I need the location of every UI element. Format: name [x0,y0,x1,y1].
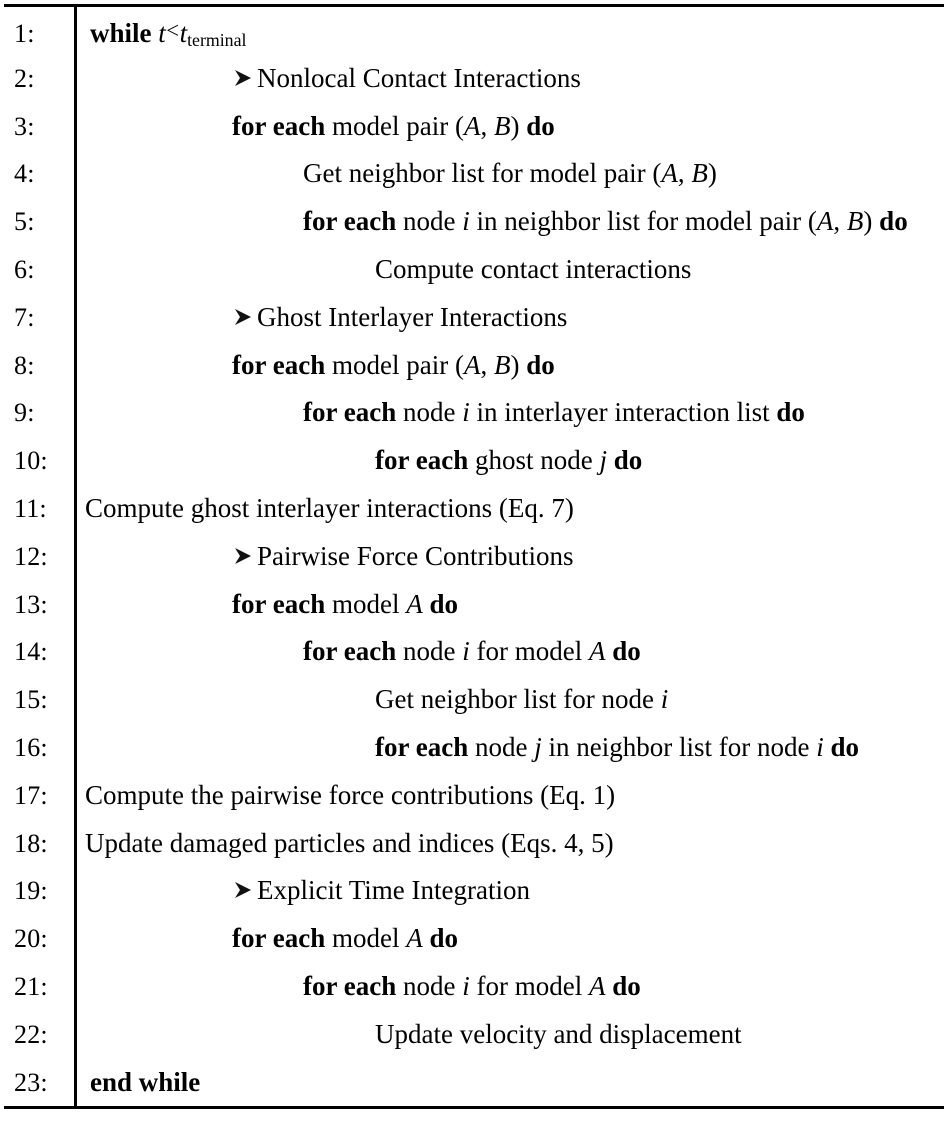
algorithm-line-row [0,246,950,294]
code-segment: end while [90,1066,201,1097]
code-segment: ghost node [474,445,600,476]
code-segment: A [406,923,423,954]
line-number: 13: [14,589,48,619]
arrowhead-bullet-icon [232,68,257,91]
line-code [74,246,950,294]
line-code [74,772,950,820]
line-number: 6: [14,254,35,284]
algorithm-line-row [0,915,950,963]
line-number: 16: [14,732,48,762]
code-segment: while [90,17,159,48]
code-segment: i [660,684,669,715]
algorithm-line-row [0,533,950,581]
code-segment: A [588,636,606,667]
code-segment: model pair ( [331,349,464,380]
algorithm-line-row [0,294,950,342]
code-segment: for each [303,397,403,428]
line-number: 20: [14,924,48,954]
algorithm-line-row [0,772,950,820]
line-number: 17: [14,780,48,810]
code-segment: Get neighbor list for node [375,684,661,715]
line-code [74,342,950,390]
algorithm-line-row [0,820,950,868]
code-segment: A [588,970,606,1001]
line-code [74,103,950,151]
code-segment: A [463,110,481,141]
line-number: 7: [14,302,35,332]
code-segment: ) [707,158,717,189]
algorithm-line-row [0,437,950,485]
code-segment: i [462,636,470,667]
line-code [74,437,950,485]
algorithm-line-row [0,198,950,246]
line-code [74,581,950,629]
code-segment: do [613,445,643,476]
code-segment: i [462,970,470,1001]
code-segment: for model [469,636,589,667]
code-segment: do [526,349,555,380]
line-number-gutter-divider [74,7,77,1106]
code-segment: for each [232,923,332,954]
line-code [74,1011,950,1059]
algorithm-rows-container [0,7,950,1106]
algorithm-line-row [0,963,950,1011]
line-code [74,294,950,342]
code-segment: for each [232,349,332,380]
line-code [74,628,950,676]
line-code [74,676,950,724]
algorithm-line-row [0,150,950,198]
algorithm-line-row [0,628,950,676]
algorithm-line-row [0,1011,950,1059]
line-code [74,1059,950,1107]
bottom-horizontal-rule [4,1106,944,1109]
algorithm-line-row [0,7,950,55]
code-segment [607,445,614,475]
code-segment: terminal [187,29,247,50]
algorithm-line-row [0,55,950,103]
code-segment: node [402,206,463,237]
code-segment: Nonlocal Contact Interactions [257,62,581,93]
code-segment: , [480,110,494,141]
line-code [74,150,950,198]
code-segment: B [691,158,708,189]
code-segment: j [599,445,607,476]
code-segment: for each [375,731,475,762]
algorithm-line-row [0,1059,950,1107]
algorithm-line-row [0,581,950,629]
line-code [74,533,950,581]
algorithm-line-row [0,724,950,772]
line-number: 4: [14,159,35,189]
code-segment: i [462,397,470,428]
code-segment: for model [469,970,589,1001]
code-segment: A [661,158,678,189]
code-segment: for each [303,206,403,237]
line-number: 1: [14,18,35,48]
line-code [74,963,950,1011]
arrowhead-bullet-icon [232,880,257,903]
code-segment: Compute the pairwise force contributions (Eq. 1) [85,779,616,810]
line-number: 19: [14,876,48,906]
code-segment: for each [303,970,403,1001]
line-number: 10: [14,446,48,476]
code-segment: do [429,588,459,619]
line-number: 3: [14,111,35,141]
code-segment: ) [510,110,527,141]
line-number: 18: [14,828,48,858]
code-segment: do [776,397,805,428]
code-segment: , [677,158,692,189]
code-segment: A [816,206,834,237]
code-segment: do [429,923,459,954]
code-segment: ) [510,349,527,380]
code-segment: i [462,206,470,237]
line-number: 23: [14,1067,48,1097]
line-number: 14: [14,637,48,667]
code-segment: i [816,731,824,762]
code-segment: Explicit Time Integration [257,875,530,906]
line-code [74,915,950,963]
code-segment: B [846,206,864,237]
line-number: 9: [14,398,35,428]
code-segment: Pairwise Force Contributions [257,540,574,571]
line-code [74,198,950,246]
code-segment: node [474,731,535,762]
code-segment: , [833,206,847,237]
code-segment: Get neighbor list for model pair ( [303,158,662,189]
algorithm-line-row [0,342,950,390]
line-number: 11: [14,493,47,523]
line-number: 5: [14,207,35,237]
code-segment: do [612,636,641,667]
code-segment: for each [375,445,475,476]
code-segment: t [179,17,188,48]
algorithm-line-row [0,389,950,437]
code-segment: for each [232,110,332,141]
code-segment: node [402,397,463,428]
code-segment: in neighbor list for node [541,731,817,762]
code-segment: Ghost Interlayer Interactions [257,301,568,332]
code-segment: node [402,970,463,1001]
code-segment: A [463,349,481,380]
code-segment: node [402,636,463,667]
code-segment: do [830,731,859,762]
line-code [74,820,950,868]
code-segment: for each [232,588,332,619]
line-code [74,867,950,915]
algorithm-line-row [0,867,950,915]
line-number: 8: [14,350,35,380]
code-segment: do [526,110,555,141]
code-segment: ) [863,206,880,237]
code-segment: t [158,17,166,48]
code-segment: Compute ghost interlayer interactions (Eq. 7) [85,492,574,523]
line-code [74,55,950,103]
algorithm-line-row [0,103,950,151]
code-segment: do [612,970,641,1001]
line-code [74,389,950,437]
code-segment: j [534,731,542,762]
code-segment: B [493,110,511,141]
algorithm-line-row [0,485,950,533]
line-number: 12: [14,541,48,571]
arrowhead-bullet-icon [232,546,257,569]
line-code [74,485,950,533]
code-segment: do [879,206,908,237]
code-segment: , [480,349,494,380]
code-segment: Compute contact interactions [375,253,692,284]
line-code [74,724,950,772]
arrowhead-bullet-icon [232,307,257,330]
line-number: 22: [14,1019,48,1049]
code-segment: model [331,588,407,619]
code-segment: model [331,923,407,954]
code-segment: B [493,349,511,380]
code-segment: in neighbor list for model pair ( [469,206,817,237]
line-number: 15: [14,685,48,715]
code-segment: for each [303,636,403,667]
code-segment: Update damaged particles and indices (Eqs. 4, 5) [85,827,614,858]
algorithm-pseudocode-block [0,4,950,1109]
line-number: 2: [14,63,35,93]
code-segment: model pair ( [331,110,464,141]
code-segment: in interlayer interaction list [469,397,777,428]
code-segment: A [406,588,423,619]
algorithm-line-row [0,676,950,724]
line-number: 21: [14,971,48,1001]
code-segment: < [166,18,180,43]
code-segment: Update velocity and displacement [375,1018,742,1049]
